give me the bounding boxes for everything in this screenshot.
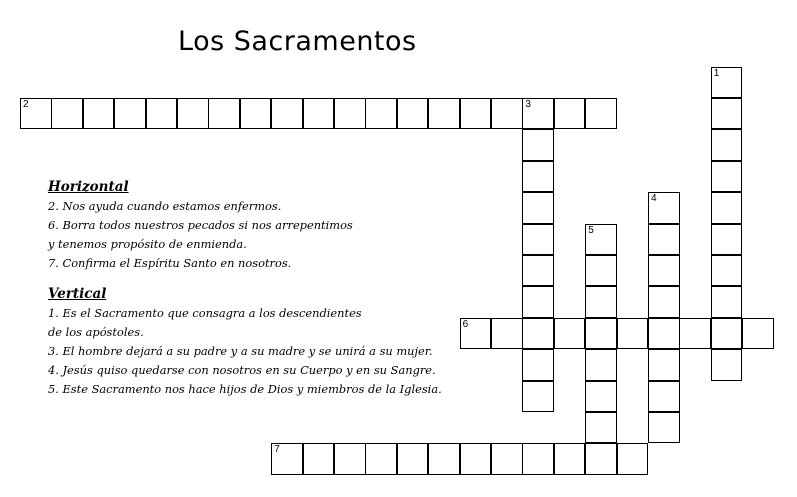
crossword-cell[interactable] — [491, 443, 523, 475]
clue-number: 3 — [525, 98, 531, 110]
crossword-cell[interactable] — [303, 443, 335, 475]
vertical-clue-line: 4. Jesús quiso quedarse con nosotros en su Cuerpo y en su Sangre. — [48, 363, 436, 377]
crossword-cell[interactable] — [365, 98, 397, 130]
crossword-cell[interactable] — [711, 129, 743, 161]
horizontal-clue-line: 7. Confirma el Espíritu Santo en nosotros. — [48, 256, 292, 270]
crossword-cell[interactable] — [585, 381, 617, 413]
crossword-cell[interactable] — [711, 161, 743, 193]
clue-number: 5 — [588, 224, 594, 236]
crossword-cell[interactable] — [460, 98, 492, 130]
crossword-cell[interactable] — [711, 224, 743, 256]
vertical-clue-line: de los apóstoles. — [48, 325, 144, 339]
crossword-cell[interactable] — [711, 286, 743, 318]
page-title: Los Sacramentos — [178, 26, 417, 57]
crossword-cell[interactable] — [554, 98, 586, 130]
crossword-cell[interactable] — [585, 318, 617, 350]
crossword-cell[interactable] — [711, 318, 743, 350]
crossword-cell[interactable] — [648, 349, 680, 381]
crossword-cell[interactable] — [397, 98, 429, 130]
crossword-cell[interactable] — [679, 318, 711, 350]
crossword-cell[interactable] — [271, 98, 303, 130]
crossword-cell[interactable] — [522, 349, 554, 381]
crossword-cell[interactable] — [397, 443, 429, 475]
crossword-cell[interactable] — [522, 224, 554, 256]
clues-panel — [48, 177, 468, 399]
crossword-cell[interactable] — [522, 192, 554, 224]
crossword-cell[interactable] — [648, 224, 680, 256]
crossword-cell[interactable] — [522, 286, 554, 318]
clue-number: 2 — [23, 98, 29, 110]
crossword-cell[interactable] — [648, 255, 680, 287]
crossword-cell[interactable] — [522, 98, 554, 130]
crossword-cell[interactable] — [585, 349, 617, 381]
crossword-cell[interactable] — [491, 98, 523, 130]
crossword-cell[interactable] — [365, 443, 397, 475]
crossword-cell[interactable] — [585, 255, 617, 287]
crossword-cell[interactable] — [303, 98, 335, 130]
crossword-cell[interactable] — [711, 255, 743, 287]
clue-number: 1 — [713, 67, 720, 79]
crossword-cell[interactable] — [711, 67, 743, 99]
crossword-cell[interactable] — [585, 412, 617, 444]
crossword-cell[interactable] — [83, 98, 115, 130]
crossword-cell[interactable] — [334, 98, 366, 130]
crossword-cell[interactable] — [554, 443, 586, 475]
crossword-cell[interactable] — [428, 443, 460, 475]
crossword-cell[interactable] — [177, 98, 209, 130]
crossword-cell[interactable] — [334, 443, 366, 475]
clue-number: 6 — [462, 318, 469, 330]
vertical-clue-line: 5. Este Sacramento nos hace hijos de Dios y miembros de la Iglesia. — [48, 382, 442, 396]
crossword-cell[interactable] — [648, 318, 680, 350]
crossword-cell[interactable] — [522, 381, 554, 413]
crossword-cell[interactable] — [554, 318, 586, 350]
crossword-cell[interactable] — [114, 98, 146, 130]
clue-number: 4 — [651, 193, 657, 205]
crossword-cell[interactable] — [428, 98, 460, 130]
crossword-cell[interactable] — [617, 443, 649, 475]
crossword-cell[interactable] — [648, 286, 680, 318]
crossword-cell[interactable] — [51, 98, 83, 130]
horizontal-heading: Horizontal — [48, 179, 129, 195]
crossword-cell[interactable] — [240, 98, 272, 130]
crossword-cell[interactable] — [20, 98, 52, 130]
crossword-cell[interactable] — [522, 443, 554, 475]
vertical-heading: Vertical — [48, 286, 107, 302]
crossword-cell[interactable] — [711, 349, 743, 381]
crossword-cell[interactable] — [146, 98, 178, 130]
clue-number: 7 — [274, 444, 280, 456]
crossword-cell[interactable] — [460, 443, 492, 475]
crossword-cell[interactable] — [617, 318, 649, 350]
vertical-clue-line: 3. El hombre dejará a su padre y a su madre y se unirá a su mujer. — [48, 344, 433, 358]
horizontal-clue-line: 6. Borra todos nuestros pecados si nos arrepentimos — [48, 218, 353, 232]
crossword-cell[interactable] — [648, 381, 680, 413]
crossword-cell[interactable] — [742, 318, 774, 350]
crossword-cell[interactable] — [585, 443, 617, 475]
vertical-clue-line: 1. Es el Sacramento que consagra a los descendientes — [48, 306, 362, 320]
crossword-cell[interactable] — [491, 318, 523, 350]
crossword-cell[interactable] — [585, 98, 617, 130]
crossword-cell[interactable] — [522, 161, 554, 193]
crossword-cell[interactable] — [208, 98, 240, 130]
crossword-cell[interactable] — [585, 224, 617, 256]
crossword-cell[interactable] — [648, 192, 680, 224]
crossword-cell[interactable] — [585, 286, 617, 318]
crossword-cell[interactable] — [711, 98, 743, 130]
crossword-cell[interactable] — [648, 412, 680, 444]
crossword-cell[interactable] — [711, 192, 743, 224]
crossword-cell[interactable] — [271, 443, 303, 475]
crossword-cell[interactable] — [522, 318, 554, 350]
horizontal-clue-line: y tenemos propósito de enmienda. — [48, 237, 247, 251]
crossword-cell[interactable] — [522, 255, 554, 287]
crossword-cell[interactable] — [522, 129, 554, 161]
horizontal-clue-line: 2. Nos ayuda cuando estamos enfermos. — [48, 199, 282, 213]
